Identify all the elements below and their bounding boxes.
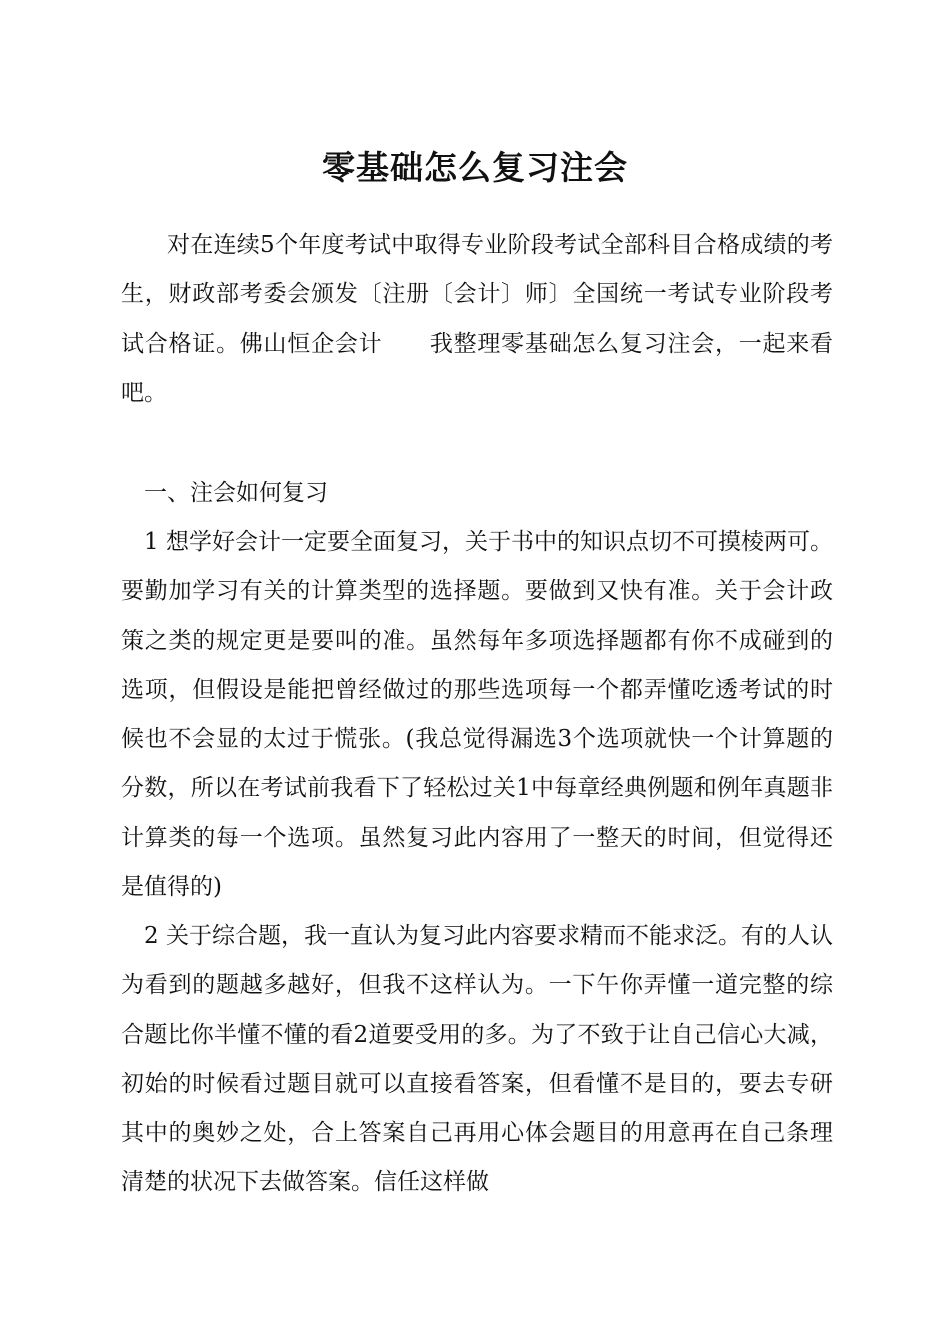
- intro-paragraph: 对在连续5个年度考试中取得专业阶段考试全部科目合格成绩的考生，财政部考委会颁发〔注册〔会计〕师〕全国统一考试专业阶段考试合格证。佛山恒企会计 我整理零基础怎么复习注会，一起来看吧。: [121, 232, 833, 406]
- paragraph-item-2: 2 关于综合题，我一直认为复习此内容要求精而不能求泛。有的人认为看到的题越多越好，但我不这样认为。一下午你弄懂一道完整的综合题比你半懂不懂的看2道要受用的多。为了不致于让自己信心大减，初始的时候看过题目就可以直接看答案，但看懂不是目的，要去专研其中的奥妙之处，合上答案自己再用心体会题目的用意再在自己条理清楚的状况下去做答案。信任这样做: [121, 923, 833, 1196]
- section-heading: 一、注会如何复习: [144, 480, 328, 506]
- document-title: 零基础怎么复习注会: [322, 148, 628, 187]
- paragraph-item-1: 1 想学好会计一定要全面复习，关于书中的知识点切不可摸棱两可。要勤加学习有关的计算类型的选择题。要做到又快有准。关于会计政策之类的规定更是要叫的准。虽然每年多项选择题都有你不成碰到的选项，但假设是能把曾经做过的那些选项每一个都弄懂吃透考试的时候也不会显的太过于慌张。(我总觉得漏选3个选项就快一个计算题的分数，所以在考试前我看下了轻松过关1中每章经典例题和例年真题非计算类的每一个选项。虽然复习此内容用了一整天的时间，但觉得还是值得的): [121, 529, 833, 901]
